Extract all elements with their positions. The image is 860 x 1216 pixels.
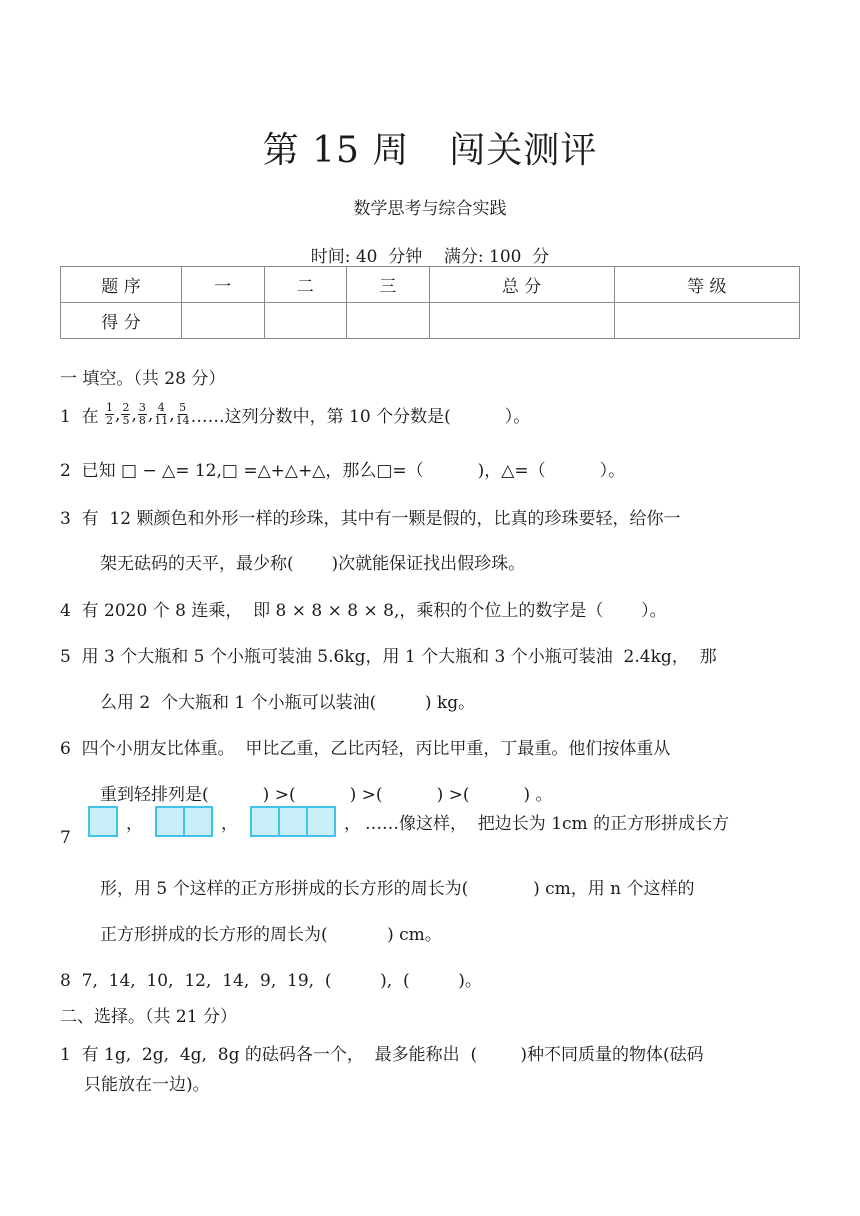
q1-prefix: 1 在 [60, 407, 105, 427]
square-icon [88, 806, 118, 837]
fraction: $\frac{3}{8}$ [138, 401, 146, 427]
time-and-score-info: 时间: 40 分钟 满分: 100 分 [310, 247, 550, 267]
question-1-7-line1: ……像这样， 把边长为 1cm 的正方形拼成长方 [365, 814, 730, 834]
comma: ， [126, 814, 143, 834]
question-1-6-line1: 6 四个小朋友比体重。 甲比乙重，乙比丙轻，丙比甲重，丁最重。他们按体重从 [60, 739, 671, 759]
square-icon [250, 806, 280, 837]
question-2-1-line2: 只能放在一边)。 [84, 1075, 210, 1095]
question-1-7-line2: 形，用 5 个这样的正方形拼成的长方形的周长为( ) cm，用 n 个这样的 [100, 879, 695, 899]
title-week: 第 15 周 [262, 130, 410, 171]
score-cell[interactable] [614, 303, 799, 339]
question-1-8: 8 7, 14, 10, 12, 14, 9, 19, ( ), ( )。 [60, 971, 482, 991]
score-cell[interactable] [429, 303, 614, 339]
question-1-3-line1: 3 有 12 颗颜色和外形一样的珍珠，其中有一颗是假的，比真的珍珠要轻，给你一 [60, 509, 681, 529]
score-table [60, 266, 800, 339]
fraction: $\frac{5}{14}$ [175, 401, 190, 427]
score-table-header-row [61, 267, 800, 303]
fraction: $\frac{4}{11}$ [154, 401, 169, 427]
score-cell[interactable] [264, 303, 347, 339]
section1-heading: 一 填空。（共 28 分） [60, 369, 226, 389]
question-1-7-number: 7 [60, 828, 71, 848]
square-icon [306, 806, 336, 837]
q1-suffix: ……这列分数中，第 10 个分数是( ）。 [190, 407, 531, 427]
square-group-3 [250, 806, 334, 837]
question-1-5-line2: 么用 2 个大瓶和 1 个小瓶可以装油( ) kg。 [100, 693, 476, 713]
comma: ， [344, 814, 361, 834]
question-1-2: 2 已知 □ − △= 12,□ =△+△+△，那么□=（ )，△=（ ）。 [60, 461, 626, 481]
score-cell[interactable] [182, 303, 265, 339]
square-icon [278, 806, 308, 837]
row-label: 得 分 [61, 303, 182, 339]
square-group-2 [155, 806, 211, 837]
page-title [0, 122, 860, 173]
header-cell: 二 [264, 267, 347, 303]
question-1-4: 4 有 2020 个 8 连乘， 即 8 × 8 × 8 × 8,，乘积的个位上的数字是（ ）。 [60, 601, 667, 621]
comma: ， [221, 814, 238, 834]
question-1-1: 1 在 $\frac{1}{2}$ , $\frac{2}{5}$ , $\frac{3}{8}$ , $\frac{4}{11}$ , $\frac{5}{14}$ ……这列分数中，第 10 个分数是( ）。 [60, 401, 531, 427]
score-table-score-row [61, 303, 800, 339]
fraction: $\frac{1}{2}$ [106, 401, 114, 427]
square-pattern [88, 806, 729, 837]
header-cell: 总 分 [429, 267, 614, 303]
question-2-1-line1: 1 有 1g, 2g, 4g, 8g 的砝码各一个， 最多能称出 ( )种不同质量的物体(砝码 [60, 1045, 704, 1065]
title-test: 闯关测评 [449, 130, 598, 171]
question-1-3-line2: 架无砝码的天平，最少称( )次就能保证找出假珍珠。 [100, 554, 526, 574]
question-1-5-line1: 5 用 3 个大瓶和 5 个小瓶可装油 5.6kg，用 1 个大瓶和 3 个小瓶可装油 2.4kg， 那 [60, 647, 717, 667]
question-1-7-line3: 正方形拼成的长方形的周长为( ) cm。 [100, 925, 442, 945]
header-cell: 一 [182, 267, 265, 303]
fraction: $\frac{2}{5}$ [122, 401, 130, 427]
square-icon [155, 806, 185, 837]
page-subtitle: 数学思考与综合实践 [353, 199, 507, 219]
score-cell[interactable] [347, 303, 430, 339]
square-icon [183, 806, 213, 837]
header-cell: 三 [347, 267, 430, 303]
header-cell: 等 级 [614, 267, 799, 303]
header-cell: 题 序 [61, 267, 182, 303]
question-1-6-line2: 重到轻排列是( ) >( ) >( ) >( ) 。 [100, 785, 553, 805]
section2-heading: 二、选择。（共 21 分） [60, 1007, 237, 1027]
square-group-1 [88, 806, 116, 837]
